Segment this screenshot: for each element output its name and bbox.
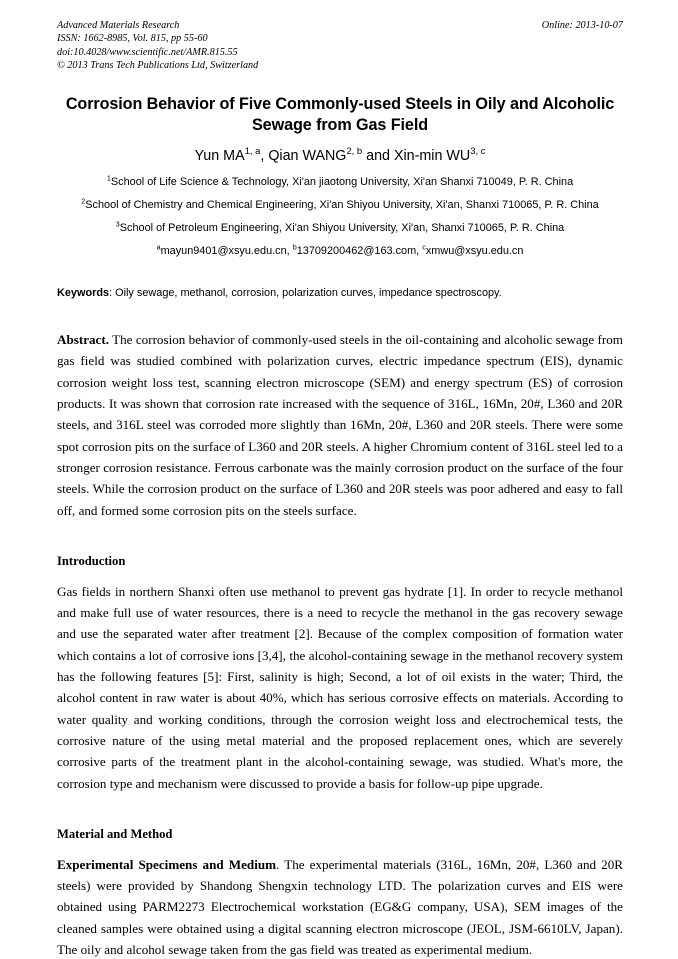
section-heading-material-and-method: Material and Method (57, 826, 173, 841)
author-3-affiliation-marker: 3, c (470, 145, 486, 157)
page-title (57, 94, 623, 135)
affiliation-3-marker: 3 (115, 219, 120, 229)
abstract-label: Abstract. (57, 332, 109, 348)
journal-copyright: © 2013 Trans Tech Publications Ltd, Switzerland (57, 59, 259, 71)
author-separator-1: , (260, 148, 269, 165)
affiliation-2-text: School of Chemistry and Chemical Engineering, Xi'an Shiyou University, Xi'an, Shanxi 710065, P. R. China (85, 199, 599, 212)
page-content (57, 0, 623, 959)
author-1-name: Yun MA (194, 148, 245, 165)
author-1-affiliation-marker: 1, a (244, 145, 261, 157)
subsection-heading-experimental-specimens: Experimental Specimens and Medium (57, 856, 277, 872)
author-list (57, 147, 623, 165)
abstract-text: The corrosion behavior of commonly-used steels in the oil-containing and alcoholic sewage from gas field was studied combined with polarization curves, electric impedance spectrum (EIS), dynamic corrosion weight loss test, scanning electron microscope (SEM) and energy spectrum (ES) of corrosion products. It was shown that corrosion rate increased with the sequence of 316L, 16Mn, 20#, L360 and 20R steels, and 316L steel was corroded more slightly than 16Mn, 20#, L360 and 20R steels. There were some spot corrosion pits on the surface of L360 and 20R steels. A higher Chromium content of 316L steel led to a stronger corrosion resistance. Ferrous carbonate was the mainly corrosion product on the surface of the four steels. While the corrosion product on the surface of L360 and 20R steels was poor adhered and easy to fall off, and formed some corrosion pits on the steels surface. (57, 332, 623, 518)
author-emails (57, 243, 623, 259)
author-3-name: Xin-min WU (393, 148, 471, 165)
keywords-text: : Oily sewage, methanol, corrosion, polarization curves, impedance spectroscopy. (109, 287, 502, 300)
email-3-marker: c (422, 242, 426, 252)
journal-doi: doi:10.4028/www.scientific.net/AMR.815.55 (57, 46, 238, 58)
affiliation-3-text: School of Petroleum Engineering, Xi'an Shiyou University, Xi'an, Shanxi 710065, P. R. China (119, 222, 565, 235)
keywords-label: Keywords (57, 287, 110, 300)
affiliation-3 (57, 220, 623, 237)
email-1: mayun9401@xsyu.edu.cn, (160, 245, 293, 258)
affiliation-1-text: School of Life Science & Technology, Xi'an jiaotong University, Xi'an Shanxi 710049, P. R. China (110, 176, 574, 189)
email-3: xmwu@xsyu.edu.cn (425, 245, 524, 258)
subsection-body-experimental-specimens: . The experimental materials (316L, 16Mn, 20#, L360 and 20R steels) were provided by Shandong Shengxin technology LTD. The polarization curves and EIS were obtained using PARM2273 Electrochemical workstation (EG&G company, USA), SEM images of the cleaned samples were obtained using a digital scanning electron microscope (JEOL, JSM-6610LV, Japan). The oily and alcohol sewage taken from the gas field was treated as experimental medium. (57, 856, 623, 958)
email-1-marker: a (156, 242, 161, 252)
abstract-paragraph (57, 329, 623, 521)
journal-header (57, 0, 623, 72)
online-date: Online: 2013-10-07 (541, 20, 623, 31)
affiliation-1-marker: 1 (106, 173, 111, 183)
section-body-material-and-method (57, 854, 623, 959)
email-2-marker: b (292, 242, 297, 252)
affiliation-2 (57, 197, 623, 214)
author-separator-2: and (362, 148, 394, 165)
journal-name: Advanced Materials Research (57, 20, 180, 31)
journal-issn: ISSN: 1662-8985, Vol. 815, pp 55-60 (57, 33, 208, 45)
section-heading-introduction: Introduction (57, 553, 126, 568)
affiliation-2-marker: 2 (81, 196, 86, 206)
affiliation-1 (57, 174, 623, 191)
author-2-affiliation-marker: 2, b (346, 145, 363, 157)
page-title-line-1: Corrosion Behavior of Five Commonly-used Steels in Oily and Alcoholic (65, 95, 615, 114)
author-2-name: Qian WANG (268, 148, 347, 165)
email-2: 13709200462@163.com, (296, 245, 423, 258)
page-title-line-2: Sewage from Gas Field (251, 115, 429, 134)
keywords-line (57, 285, 623, 301)
affiliation-list (57, 174, 623, 237)
section-body-introduction: Gas fields in northern Shanxi often use methanol to prevent gas hydrate [1]. In order to recycle methanol and make full use of water resources, there is a need to recycle the methanol in the gas recovery sewage and use the separated water after treatment [2]. Because of the complex composition of formation water which contains a lot of corrosive ions [3,4], the alcohol-containing sewage in the methanol recovery system has the following features [5]: First, salinity is high; Second, a lot of oil exists in the water; Third, the alcohol content in raw water is about 40%, which has serious corrosive effects on materials. According to water quality and working conditions, through the corrosion weight loss and electrochemical tests, the corrosive nature of the using metal material and the proposed replacement ones, which are severely corrosive parts of the treatment plant in the alcohol-containing sewage, was studied. What's more, the corrosion type and mechanism were discussed to provide a basis for follow-up pipe upgrade. (57, 583, 623, 791)
